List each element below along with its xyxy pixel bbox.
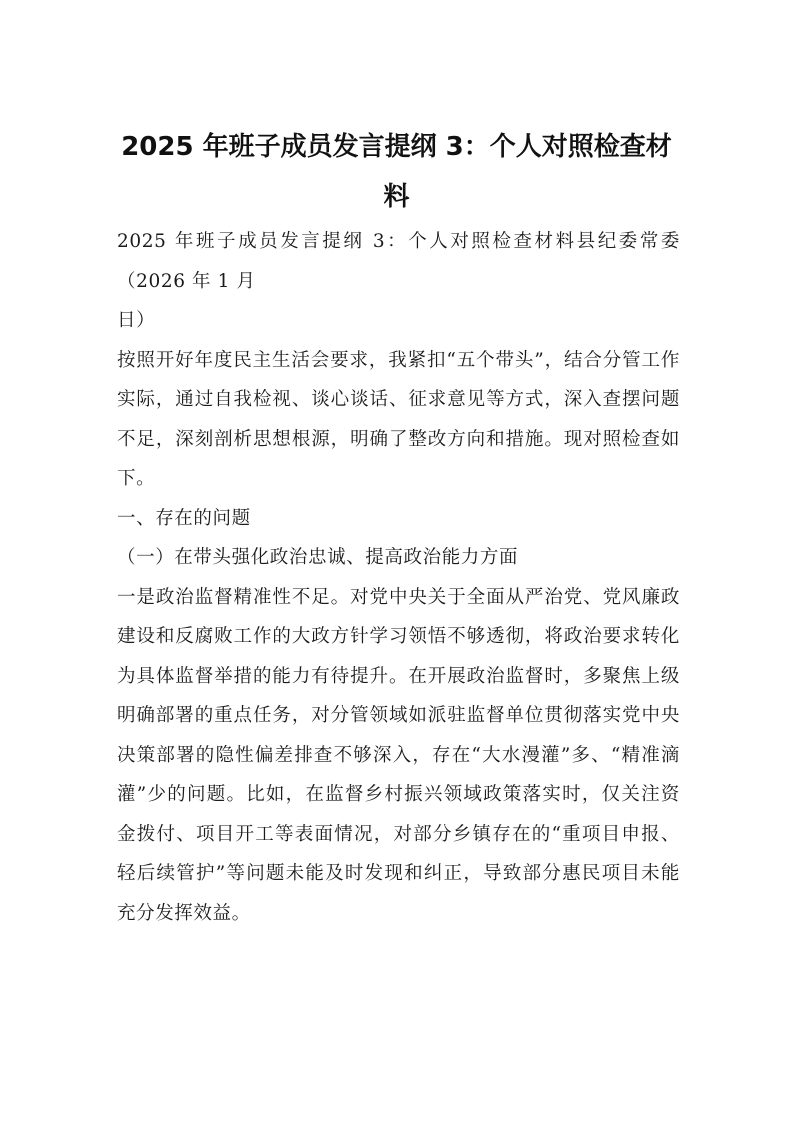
subsection-heading: （一）在带头强化政治忠诚、提高政治能力方面 xyxy=(117,547,519,568)
paragraph-date-close: 日） xyxy=(117,310,156,331)
paragraph-item-one: 一是政治监督精准性不足。对党中央关于全面从严治党、党风廉政建设和反腐败工作的大政方针学习领悟不够透彻，将政治要求转化为具体监督举措的能力有待提升。在开展政治监督时，多聚焦上级明确部署的重点任务，对分管领域如派驻监督单位贯彻落实党中央决策部署的隐性偏差排查不够深入，存在“大水漫灌”多、“精准滴灌”少的问题。比如，在监督乡村振兴领域政策落实时，仅关注资金拨付、项目开工等表面情况，对部分乡镇存在的“重项目申报、轻后续管护”等问题未能及时发现和纠正，导致部分惠民项目未能充分发挥效益。 xyxy=(117,586,680,924)
document-title: 2025 年班子成员发言提纲 3：个人对照检查材料 xyxy=(121,132,672,212)
section-heading: 一、存在的问题 xyxy=(117,507,251,529)
document-body xyxy=(117,222,680,933)
paragraph-intro: 按照开好年度民主生活会要求，我紧扣“五个带头”，结合分管工作实际，通过自我检视、谈心谈话、征求意见等方式，深入查摆问题不足，深刻剖析思想根源，明确了整改方向和措施。现对照检查如下。 xyxy=(117,349,680,489)
paragraph-heading-line: 2025 年班子成员发言提纲 3：个人对照检查材料县纪委常委（2026 年 1 月 xyxy=(117,231,680,292)
